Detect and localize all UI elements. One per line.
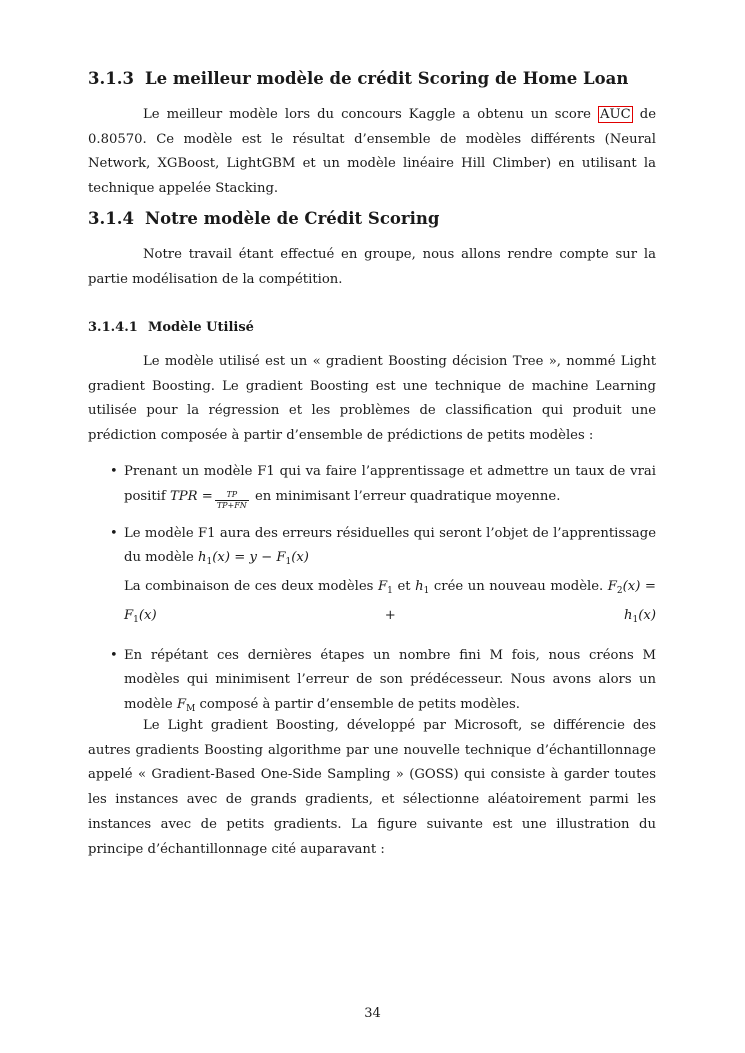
math-subscript: 1: [632, 614, 639, 625]
paragraph-our-model: [88, 243, 656, 292]
subsection-title: Modèle Utilisé: [148, 320, 254, 335]
bullet-text: Le modèle F1 aura des erreurs résiduelles qui seront l’objet de l’apprentissage du modèle: [124, 525, 656, 566]
math-part: (x) = F: [124, 579, 656, 623]
math-subscript: M: [186, 703, 196, 714]
list-item: [88, 522, 656, 633]
paragraph-text-end: de 0.80570. Ce modèle est le résultat d’ensemble de modèles différents (Neural Network, XGBoost, LightGBM et un modèle linéaire Hill Climber) en utilisant la technique appelée Stacking.: [88, 107, 656, 197]
paragraph-lightgbm: [88, 714, 656, 862]
subsection-heading-3-1-4-1: [88, 319, 656, 337]
math-subscript: 1: [206, 557, 213, 568]
fraction-denominator: TP+FN: [216, 500, 247, 510]
paragraph-text: Notre travail étant effectué en groupe, nous allons rendre compte sur la partie modélisation de la compétition.: [88, 247, 656, 287]
math-f1: [378, 579, 393, 597]
bullet-icon: •: [110, 647, 118, 663]
math-part: h: [198, 550, 207, 566]
math-fraction: [215, 490, 249, 511]
page-number: 34: [364, 1006, 381, 1021]
section-number: 3.1.4: [88, 209, 134, 228]
math-part: (x) = y − F: [212, 550, 286, 566]
math-residual: [198, 550, 309, 568]
math-part: F: [607, 579, 617, 595]
math-subscript: 1: [285, 557, 292, 568]
list-item: [88, 460, 656, 511]
math-part: (x): [291, 550, 309, 566]
math-tpr: TPR =: [169, 488, 213, 504]
bullet-text-tail: composé à partir d’ensemble de petits modèles.: [199, 696, 520, 712]
bullet-text-tail: en minimisant l’erreur quadratique moyenne.: [255, 488, 561, 504]
math-part: F: [378, 579, 388, 595]
math-h1: [415, 579, 430, 597]
math-part: (x) + h: [138, 607, 633, 623]
paragraph-model-intro: [88, 350, 656, 449]
math-part: h: [415, 579, 424, 595]
fraction-numerator: TP: [215, 490, 249, 501]
paragraph-best-model: [88, 103, 656, 202]
math-fm: [177, 697, 195, 712]
paragraph-text: Le modèle utilisé est un « gradient Boosting décision Tree », nommé Light gradient Boosting. Le gradient Boosting est une technique de machine Learning utilisée pour la régression et les problèmes de classification qui produit une prédiction composée à partir d’ensemble de prédictions de petits modèles :: [88, 354, 656, 444]
bullet-text: Prenant un modèle F1 qui va faire l’apprentissage et admettre un taux de vrai positif: [124, 464, 656, 504]
bullet-list: [88, 460, 656, 722]
math-part: F: [176, 696, 187, 712]
section-heading-3-1-4: [88, 208, 656, 230]
auc-link[interactable]: AUC: [600, 107, 631, 122]
section-title: Notre modèle de Crédit Scoring: [145, 209, 440, 228]
subsection-number: 3.1.4.1: [88, 320, 138, 335]
math-subscript: 1: [133, 614, 139, 625]
bullet-text: En répétant ces dernières étapes un nombre fini M fois, nous créons M modèles qui minimisent l’erreur de son prédécesseur. Nous avons alors un modèle: [124, 647, 656, 712]
paragraph-text: Le Light gradient Boosting, développé par Microsoft, se différencie des autres gradients Boosting algorithme par une nouvelle technique d’échantillonnage appelé « Gradient-Based One-Side Sampling » (GOSS) qui consiste à garder toutes les instances avec de grands gradients, et sélectionne aléatoirement parmi les instances avec de petits gradients. La figure suivante est une illustration du principe d’échantillonnage cité auparavant :: [88, 718, 656, 857]
text-part: crée un nouveau modèle.: [433, 579, 604, 595]
bullet-line-2: [124, 575, 656, 632]
bullet-icon: •: [110, 525, 118, 541]
list-item: [88, 644, 656, 722]
math-part: (x): [638, 607, 656, 623]
math-subscript: 1: [387, 586, 393, 597]
paragraph-text-start: Le meilleur modèle lors du concours Kaggle a obtenu un score: [143, 107, 598, 122]
math-subscript: 1: [423, 586, 430, 597]
math-subscript: 2: [616, 586, 623, 597]
bullet-icon: •: [110, 464, 118, 479]
text-part: La combinaison de ces deux modèles: [124, 579, 374, 595]
section-number: 3.1.3: [88, 69, 134, 88]
section-title: Le meilleur modèle de crédit Scoring de Home Loan: [145, 69, 629, 88]
text-part: et: [397, 579, 411, 595]
paragraph-text: [88, 103, 656, 202]
section-heading-3-1-3: [88, 68, 656, 90]
